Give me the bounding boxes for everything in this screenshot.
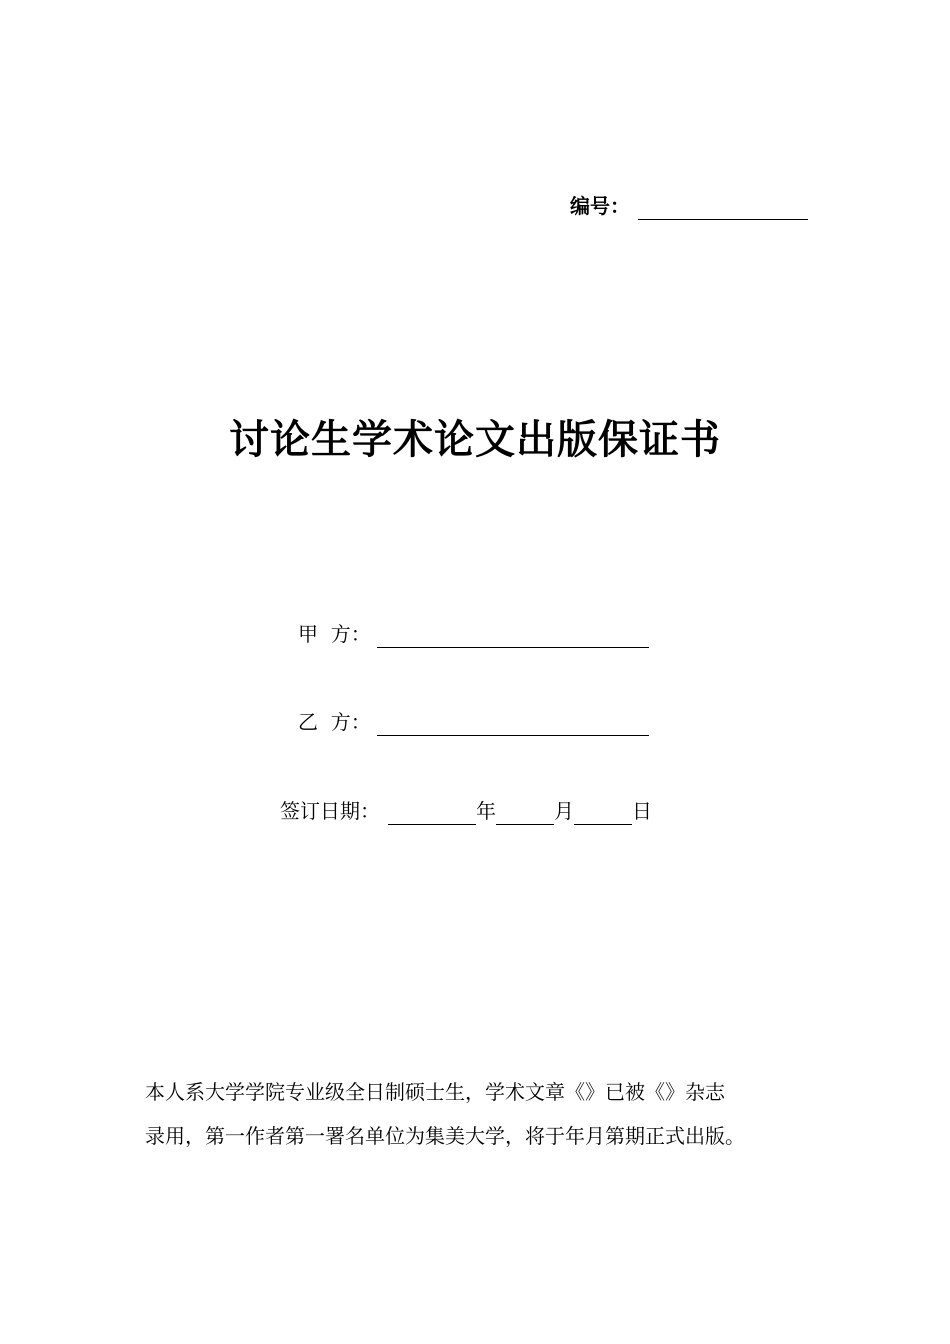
body-line-2: 录用，第一作者第一署名单位为集美大学，将于年月第期正式出版。 <box>145 1124 745 1148</box>
signing-date-field <box>280 795 652 825</box>
day-label: 日 <box>632 799 652 823</box>
body-line-1: 本人系大学学院专业级全日制硕士生，学术文章《》已被《》杂志 <box>145 1080 725 1104</box>
month-label: 月 <box>554 799 574 823</box>
document-title: 讨论生学术论文出版保证书 <box>229 417 721 463</box>
month-blank <box>496 800 554 825</box>
day-blank <box>574 800 632 825</box>
signing-date-label: 签订日期： <box>280 799 380 823</box>
serial-number-field <box>570 188 808 220</box>
serial-number-blank <box>638 195 808 220</box>
party-a-label: 甲 方： <box>298 622 371 646</box>
year-blank <box>388 800 476 825</box>
year-label: 年 <box>476 799 496 823</box>
party-a-blank <box>377 623 649 648</box>
party-b-blank <box>377 711 649 736</box>
party-b-field <box>298 706 649 736</box>
serial-number-label: 编号： <box>570 194 630 218</box>
body-paragraph <box>145 1070 810 1158</box>
party-a-field <box>298 618 649 648</box>
party-b-label: 乙 方： <box>298 710 371 734</box>
